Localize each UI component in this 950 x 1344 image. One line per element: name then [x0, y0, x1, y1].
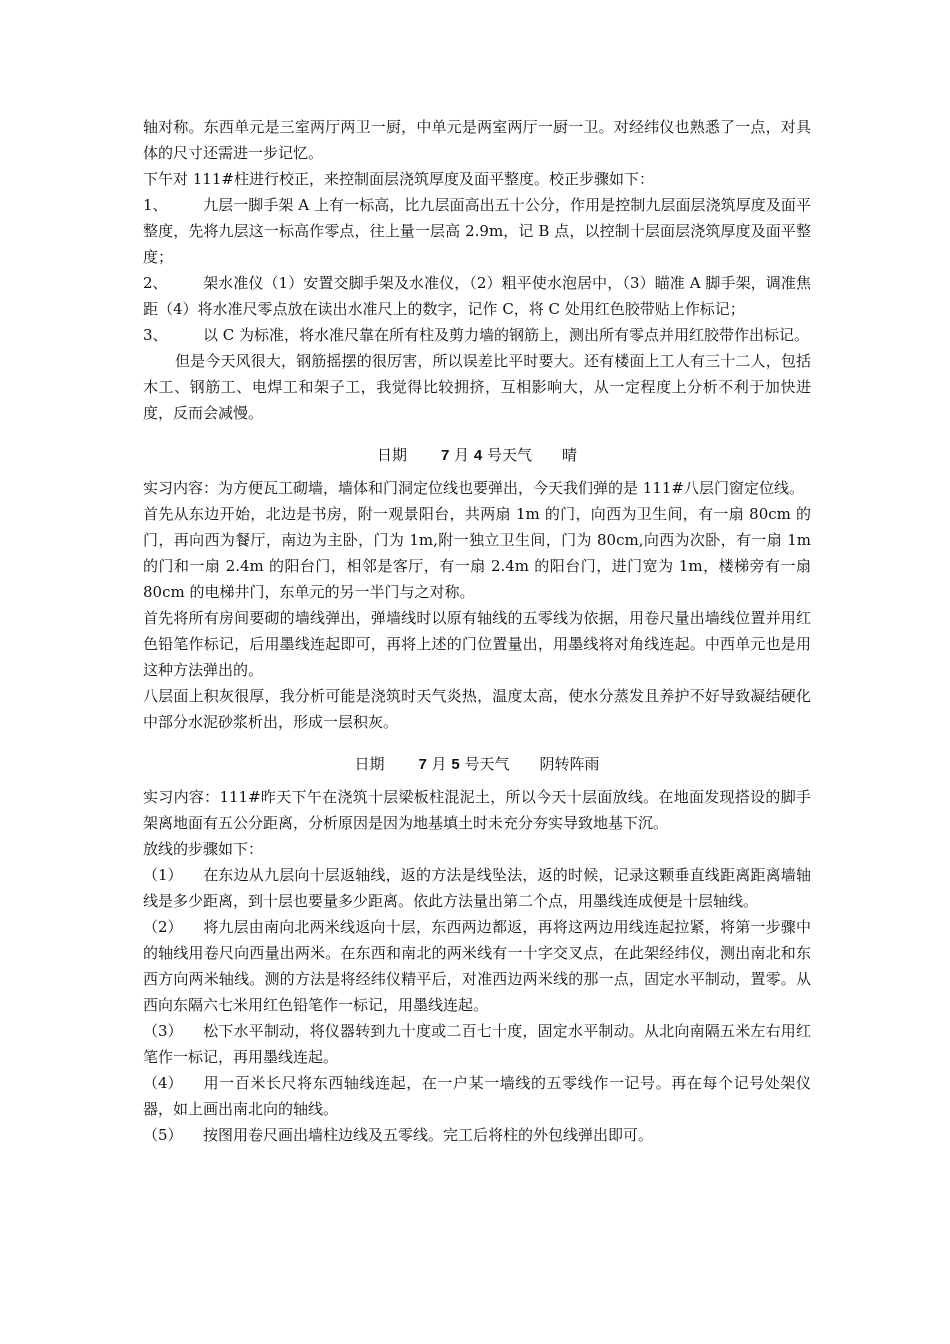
- day1-paragraph-1: 实习内容：为方便瓦工砌墙，墙体和门洞定位线也要弹出，今天我们弹的是 111#八层门窗定位线。: [143, 479, 804, 497]
- step-text: 用一百米长尺将东西轴线连起，在一户某一墙线的五零线作一记号。再在每个记号处架仪器，如上画出南北向的轴线。: [143, 1074, 811, 1118]
- date-month-number: 7: [440, 447, 450, 464]
- step-number: 1、: [143, 196, 168, 214]
- day2-step-5: [143, 1122, 811, 1148]
- step-number: （4）: [143, 1074, 183, 1092]
- step-text: 在东边从九层向十层返轴线，返的方法是线坠法，返的时候，记录这颗垂直线距离距离墙轴线是多少距离，到十层也要量多少距离。依此方法量出第二个点，用墨线连成便是十层轴线。: [143, 866, 811, 910]
- step-text: 松下水平制动，将仪器转到九十度或二百七十度，固定水平制动。从北向南隔五米左右用红笔作一标记，再用墨线连起。: [143, 1022, 811, 1066]
- day1-paragraph-3: 首先将所有房间要砌的墙线弹出，弹墙线时以原有轴线的五零线为依据，用卷尺量出墙线位置并用红色铅笔作标记，后用墨线连起即可，再将上述的门位置量出，用墨线将对角线连起。中西单元也是用这种方法弹出的。: [143, 609, 811, 679]
- day2-step-3: [143, 1018, 811, 1070]
- date-weather-label: 号天气: [464, 755, 510, 773]
- step-text: 以 C 为标准，将水准尺靠在所有柱及剪力墙的钢筋上，测出所有零点并用红胶带作出标记。: [203, 326, 810, 344]
- step-number: （2）: [143, 918, 183, 936]
- date-value: [418, 751, 509, 778]
- date-month-char: 月: [431, 755, 447, 773]
- date-label: 日期: [376, 446, 407, 464]
- step-number: （1）: [143, 866, 183, 884]
- day1-heading: [143, 442, 811, 469]
- step-text: 九层一脚手架 A 上有一标高，比九层面高出五十公分，作用是控制九层面层浇筑厚度及面平整度，先将九层这一标高作零点，往上量一层高 2.9m，记 B 点，以控制十层面层浇筑厚度及面平整度；: [143, 196, 811, 266]
- day1-paragraph-2: 首先从东边开始，北边是书房，附一观景阳台，共两扇 1m 的门，向西为卫生间，有一扇 80cm 的门，再向西为餐厅，南边为主卧，门为 1m,附一独立卫生间，门为 80cm,向西为次卧，有一扇 1m 的门和一扇 2.4m 的阳台门，相邻是客厅，有一扇 2.4m 的阳台门，进门宽为 1m，楼梯旁有一扇 80cm 的电梯井门，东单元的另一半门与之对称。: [143, 505, 811, 601]
- date-weather-label: 号天气: [487, 446, 533, 464]
- intro-paragraph-2: 下午对 111#柱进行校正，来控制面层浇筑厚度及面平整度。校正步骤如下：: [143, 170, 654, 188]
- date-value: [441, 442, 532, 469]
- weather-value: 阴转阵雨: [539, 755, 600, 773]
- day2-heading: [143, 751, 811, 778]
- day2-step-4: [143, 1070, 811, 1122]
- date-label: 日期: [354, 755, 385, 773]
- date-day-number: 5: [451, 756, 460, 773]
- day1-paragraph-4: 八层面上积灰很厚，我分析可能是浇筑时天气炎热，温度太高，使水分蒸发且养护不好导致凝结硬化中部分水泥砂浆析出，形成一层积灰。: [143, 687, 811, 731]
- step-number: （3）: [143, 1022, 183, 1040]
- intro-step-1: [143, 192, 811, 270]
- step-text: 按图用卷尺画出墙柱边线及五零线。完工后将柱的外包线弹出即可。: [203, 1126, 654, 1144]
- day2-paragraph-2: 放线的步骤如下：: [143, 840, 264, 858]
- intro-closing-paragraph: 但是今天风很大，钢筋摇摆的很厉害，所以误差比平时要大。还有楼面上工人有三十二人，包括木工、钢筋工、电焊工和架子工，我觉得比较拥挤，互相影响大，从一定程度上分析不利于加快进度，反而会减慢。: [143, 352, 811, 422]
- step-number: 2、: [143, 274, 168, 292]
- day2-paragraph-1: 实习内容：111#昨天下午在浇筑十层梁板柱混泥土，所以今天十层面放线。在地面发现搭设的脚手架离地面有五公分距离，分析原因是因为地基填土时未充分夯实导致地基下沉。: [143, 788, 811, 832]
- step-text: 架水准仪（1）安置交脚手架及水准仪，（2）粗平使水泡居中，（3）瞄准 A 脚手架，调准焦距（4）将水准尺零点放在读出水准尺上的数字，记作 C，将 C 处用红色胶带贴上作标记；: [143, 274, 811, 318]
- day2-step-1: [143, 862, 811, 914]
- intro-step-3: [143, 322, 811, 348]
- step-text: 将九层由南向北两米线返向十层，东西两边都返，再将这两边用线连起拉紧，将第一步骤中的轴线用卷尺向西量出两米。在东西和南北的两米线有一十字交叉点，在此架经纬仪，测出南北和东西方向两米轴线。测的方法是将经纬仪精平后，对准西边两米线的那一点，固定水平制动，置零。从西向东隔六七米用红色铅笔作一标记，用墨线连起。: [143, 918, 811, 1014]
- step-number: （5）: [143, 1126, 183, 1144]
- date-day-number: 4: [473, 447, 483, 464]
- intro-step-2: [143, 270, 811, 322]
- intro-paragraph-1: 轴对称。东西单元是三室两厅两卫一厨，中单元是两室两厅一厨一卫。对经纬仪也熟悉了一点，对具体的尺寸还需进一步记忆。: [143, 118, 811, 162]
- date-month-number: 7: [418, 756, 427, 773]
- date-month-char: 月: [454, 446, 470, 464]
- document-body: [143, 114, 811, 1148]
- day2-step-2: [143, 914, 811, 1018]
- step-number: 3、: [143, 326, 168, 344]
- weather-value: 晴: [562, 446, 578, 464]
